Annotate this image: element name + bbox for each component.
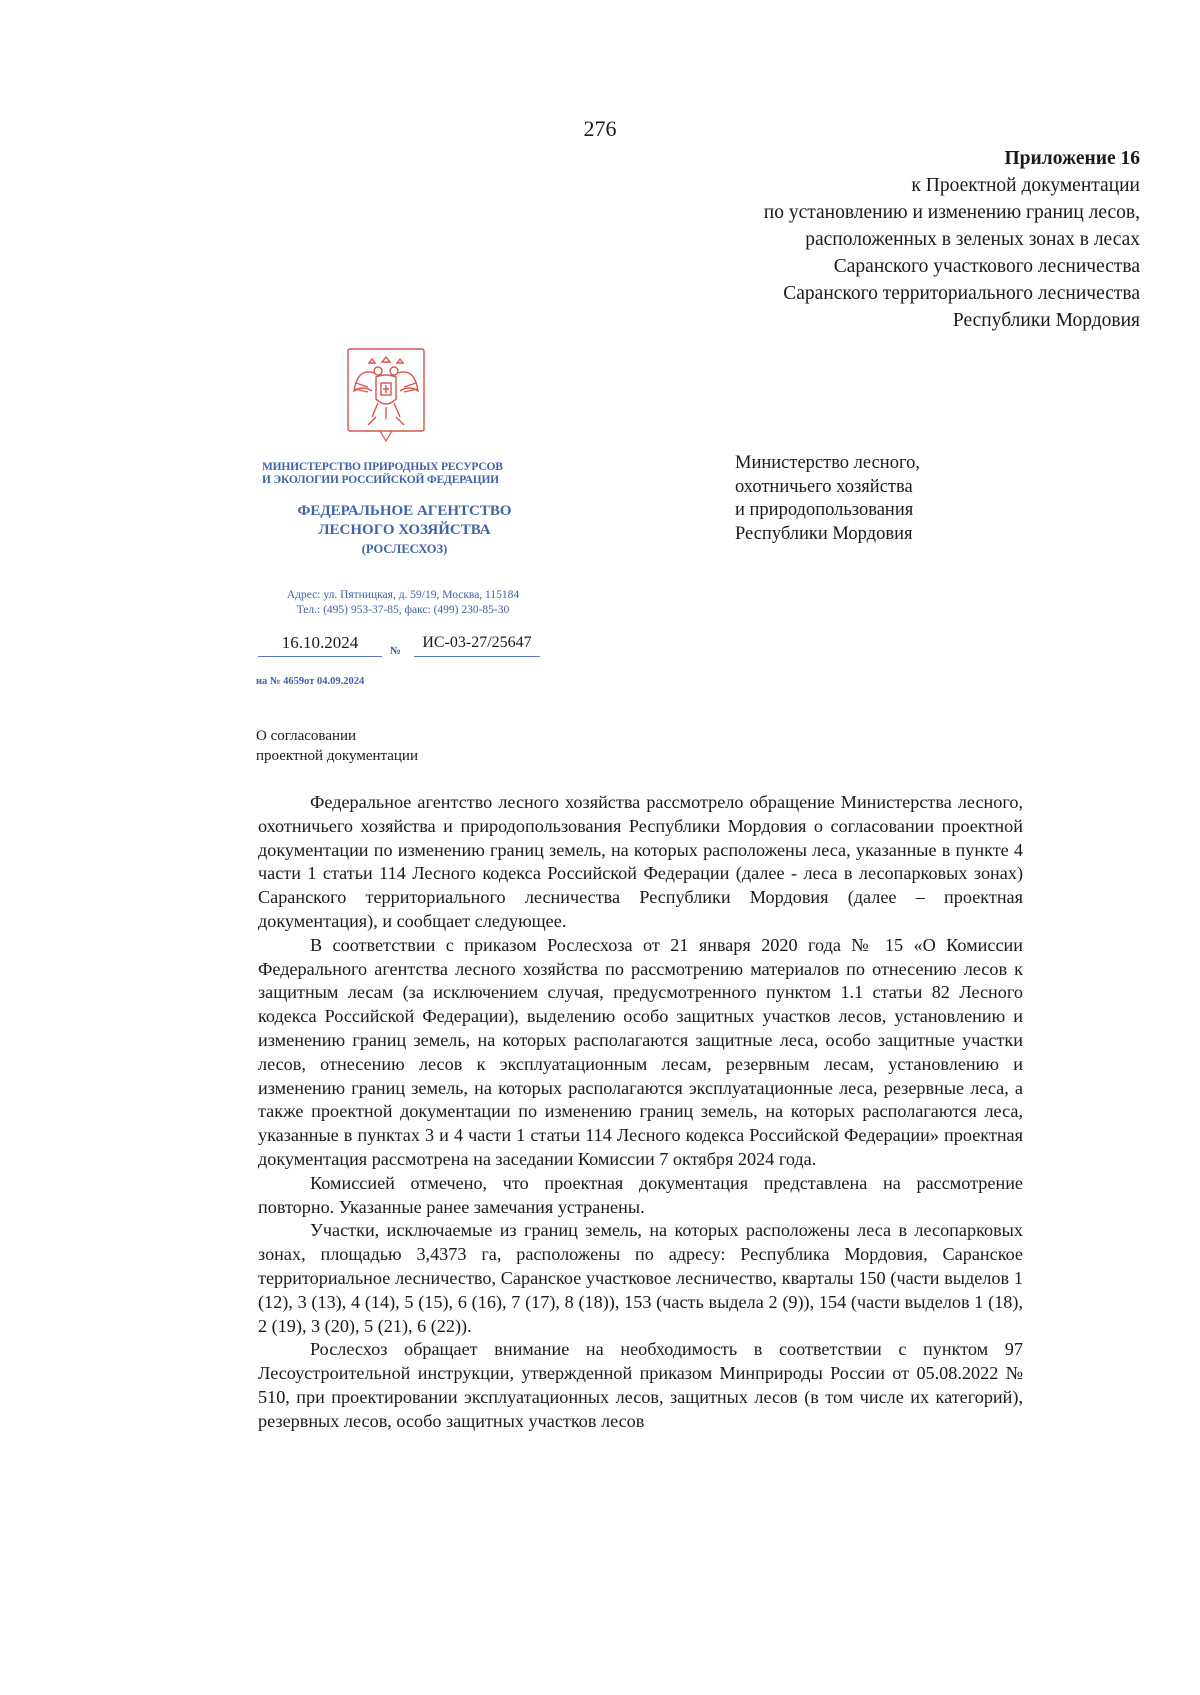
ministry-line: И ЭКОЛОГИИ РОССИЙСКОЙ ФЕДЕРАЦИИ <box>262 474 499 486</box>
appendix-line: к Проектной документации <box>911 175 1140 196</box>
ministry-name <box>262 461 547 487</box>
letter-date: 16.10.2024 <box>258 632 382 657</box>
ministry-line: МИНИСТЕРСТВО ПРИРОДНЫХ РЕСУРСОВ <box>262 461 503 473</box>
body-paragraph: Комиссией отмечено, что проектная документация представлена на рассмотрение повторно. Указанные ранее замечания устранены. <box>258 1172 1023 1217</box>
letter-number: ИС-03-27/25647 <box>414 632 540 657</box>
letter-body <box>258 791 1023 1434</box>
appendix-heading: Приложение 16 <box>1004 148 1140 169</box>
body-paragraph: Участки, исключаемые из границ земель, на которых расположены леса в лесопарковых зонах, площадью 3,4373 га, расположены по адресу: Республика Мордовия, Саранское территориальное лесничество, Саранское участковое лесничество, кварталы 150 (части выделов 1 (12), 3 (13), 4 (14), 5 (15), 6 (16), 7 (17), 8 (18)), 153 (часть выдела 2 (9)), 154 (части выделов 1 (18), 2 (19), 3 (20), 5 (21), 6 (22)). <box>258 1220 1023 1336</box>
body-paragraph: Федеральное агентство лесного хозяйства рассмотрело обращение Министерства лесного, охотничьего хозяйства и природопользования Республики Мордовия о согласовании проектной документации по изменению границ земель, на которых расположены леса, указанные в пункте 4 части 1 статьи 114 Лесного кодекса Российской Федерации (далее - леса в лесопарковых зонах) Саранского территориального лесничества Республики Мордовия (далее – проектная документация), и сообщает следующее. <box>258 792 1023 931</box>
body-paragraph: Рослесхоз обращает внимание на необходимость в соответствии с пунктом 97 Лесоустроительной инструкции, утвержденной приказом Минприроды России от 05.08.2022 № 510, при проектировании эксплуатационных лесов, защитных лесов (в том числе их категорий), резервных лесов, особо защитных участков лесов <box>258 1339 1023 1431</box>
reply-reference: на № 4659от 04.09.2024 <box>256 676 365 687</box>
letter-subject <box>256 726 556 766</box>
number-sign: № <box>390 645 402 657</box>
agency-line: ЛЕСНОГО ХОЗЯЙСТВА <box>318 522 491 538</box>
subject-line: проектной документации <box>256 748 418 764</box>
recipient-line: Республики Мордовия <box>735 523 913 544</box>
appendix-line: Саранского территориального лесничества <box>783 283 1140 304</box>
agency-name <box>262 502 547 559</box>
agency-line: ФЕДЕРАЛЬНОЕ АГЕНТСТВО <box>297 503 512 519</box>
appendix-block <box>580 145 1140 334</box>
recipient-block <box>735 452 1035 546</box>
agency-phones: Тел.: (495) 953-37-85, факс: (499) 230-85-30 <box>296 604 510 616</box>
recipient-line: и природопользования <box>735 500 914 520</box>
page-number: 276 <box>583 116 617 141</box>
appendix-line: Саранского участкового лесничества <box>833 256 1140 277</box>
appendix-line: Республики Мордовия <box>952 310 1140 331</box>
recipient-line: охотничьего хозяйства <box>735 476 913 497</box>
agency-address: Адрес: ул. Пятницкая, д. 59/19, Москва, 115184 <box>286 589 520 601</box>
appendix-line: расположенных в зеленых зонах в лесах <box>805 229 1140 250</box>
russian-coat-of-arms-icon <box>346 347 426 443</box>
agency-short-name: (РОСЛЕСХОЗ) <box>361 542 448 556</box>
recipient-line: Министерство лесного, <box>735 453 920 473</box>
subject-line: О согласовании <box>256 728 357 744</box>
body-paragraph: В соответствии с приказом Рослесхоза от 21 января 2020 года № 15 «О Комиссии Федерального агентства лесного хозяйства по рассмотрению материалов по отнесению лесов к защитным лесам (за исключением случая, предусмотренного пунктом 1.1 статьи 82 Лесного кодекса Российской Федерации), выделению особо защитных участков лесов, установлению и изменению границ земель, на которых располагаются защитные леса, особо защитные участки лесов, отнесению лесов к эксплуатационным лесам, резервным лесам, установлению и изменению границ земель, на которых располагаются эксплуатационные леса, резервные леса, а также проектной документации по изменению границ земель, на которых располагаются леса, указанные в пунктах 3 и 4 части 1 статьи 114 Лесного кодекса Российской Федерации» проектная документация рассмотрена на заседании Комиссии 7 октября 2024 года. <box>258 934 1023 1169</box>
appendix-line: по установлению и изменению границ лесов, <box>763 202 1140 223</box>
agency-contacts <box>258 588 548 618</box>
